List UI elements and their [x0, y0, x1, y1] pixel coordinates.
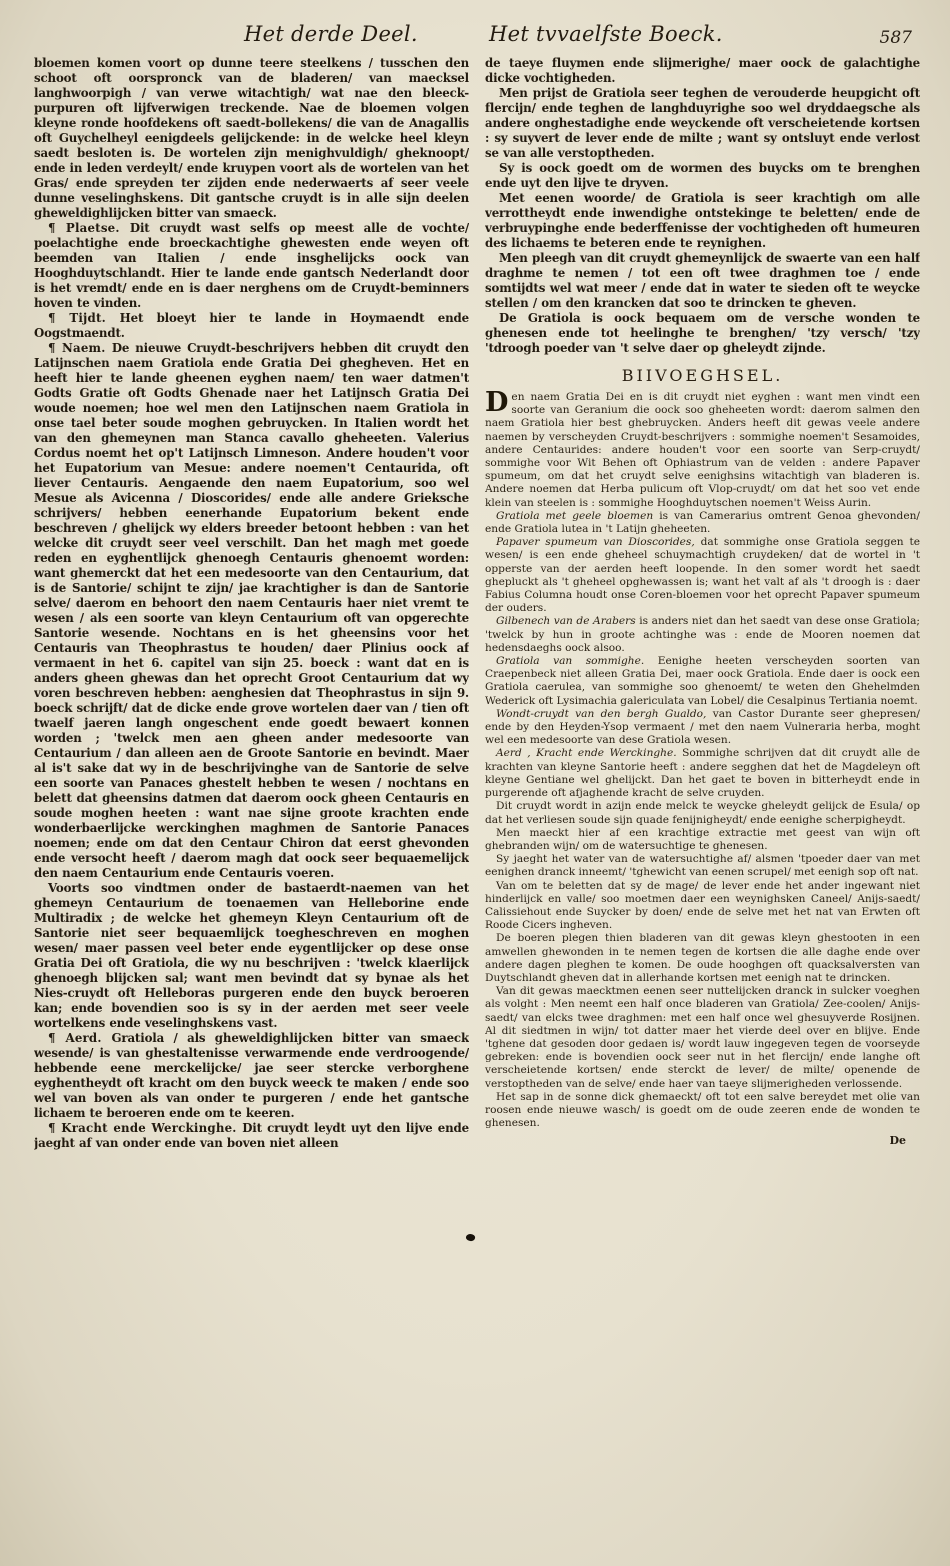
page-number: 587 — [879, 28, 912, 48]
paragraph: Dit cruydt wordt in azijn ende melck te weycke gheleydt gelijck de Esula/ op dat het verliesen soude sijn quade fenijnigheydt/ ende eenighe scherpigheydt. — [485, 800, 920, 826]
paragraph: De boeren plegen thien bladeren van dit gewas kleyn ghestooten in een amwellen ghewonden in te nemen tegen de kortsen die alle daghe ende over andere dagen pleghen te komen. De oude hooghgen oft quacksalversten van Duytschlandt gheven dat in allerhande kortsen met eenigh nat te drincken. — [485, 932, 920, 984]
paragraph: ¶ Tijdt. Het bloeyt hier te lande in Hoymaendt ende Oogstmaendt. — [34, 311, 469, 340]
paragraph-lead: Gratiola met geele bloemen — [496, 509, 660, 522]
paragraph-lead: ¶ Tijdt. — [48, 311, 120, 325]
appendix-section — [485, 387, 920, 1130]
paragraph: de taeye fluymen ende slijmerighe/ maer oock de galachtighe dicke vochtigheden. — [485, 56, 920, 85]
paragraph-lead: ¶ Plaetse. — [48, 221, 130, 235]
text-columns — [34, 56, 920, 1544]
paragraph: ¶ Plaetse. Dit cruydt wast selfs op meest alle de vochte/ poelachtighe ende broeckachtighe ghewesten ende weyen oft beemden van Italien / ende insghelijcks oock van Hooghduytschlandt. Hier te lande ende gantsch Nederlandt door is het vremdt/ ende en is daer nerghens om de Cruydt-beminners hoven te vinden. — [34, 221, 469, 310]
paragraph: Het sap in de sonne dick ghemaeckt/ oft tot een salve bereydet met olie van roosen ende nieuwe wasch/ is goedt om de oude zeeren ende de wonden te ghenesen. — [485, 1090, 920, 1130]
paragraph: Met eenen woorde/ de Gratiola is seer krachtigh om alle verrottheydt ende inwendighe ontstekinge te beletten/ ende de verbruypinghe ende bederffenisse der vochtigheden oft humeuren des lichaems te beteren ende te reynighen. — [485, 191, 920, 250]
page-header — [34, 22, 920, 56]
paragraph-lead: Gratiola van sommighe. — [496, 655, 658, 668]
paragraph-lead: Aerd , Kracht ende Werckinghe. — [496, 747, 683, 760]
paragraph: ¶ Kracht ende Werckinghe. Dit cruydt leydt uyt den lijve ende jaeght af van onder ende van boven niet alleen — [34, 1121, 469, 1150]
paragraph: Van om te beletten dat sy de mage/ de lever ende het ander ingewant niet hinderlijck en valle/ soo moetmen daer een weynighsken Caneel/ Anijs-saedt/ Calissiehout ende Suycker by doen/ ende de selve met het nat van Erwten oft Roode Cicers ingheven. — [485, 879, 920, 932]
right-column — [485, 56, 920, 1544]
paragraph: De Gratiola is oock bequaem om de versche wonden te ghenesen ende tot heelinghe te brenghen/ 'tzy versch/ 'tzy 'tdroogh poeder van 't selve daer op gheleydt zijnde. — [485, 311, 920, 355]
paragraph-lead: Gilbenech van de Arabers — [496, 615, 640, 628]
left-column — [34, 56, 469, 1544]
paragraph: Men prijst de Gratiola seer teghen de verouderde heupgicht oft flercijn/ ende teghen de langhduyrighe soo wel dryddaegsche als andere onghestadighe ende weyckende oft verscheietende kortsen : sy suyvert de lever ende de milte ; want sy ontsluyt ende verlost se van alle verstoptheden. — [485, 86, 920, 160]
drop-cap: D — [485, 387, 509, 418]
paragraph: ¶ Naem. De nieuwe Cruydt-beschrijvers hebben dit cruydt den Latijnschen naem Gratiola ende Gratia Dei ghegheven. Het en heeft hier te lande gheenen eyghen naem/ ten waer datmen't Godts Gratie oft Godts Ghenade naer het Latijnsch Gratia Dei woude noemen; hoe wel men den Latijnschen naem Gratiola in onse tael beter soude moghen gebruycken. In Italien wordt het van den ghemeynen man Stanca cavallo gheheeten. Valerius Cordus noemt het op't Latijnsch Limneson. Andere houden't voor het Eupatorium van Mesue: andere noemen't Centaurida, oft liever Centauris. Aengaende den naem Eupatorium, soo wel Mesue als Avicenna / Dioscorides/ ende alle andere Grieksche schrijvers/ hebben eenerhande Eupatorium bekent ende beschreven / ghelijck wy elders breeder betoont hebben : van het welcke dit cruydt seer veel verschilt. Dan het magh met goede reden en eyghentlijck ghenoegh Centauris ghenoemt worden: want ghemerckt dat het een medesoorte van den Centaurium, dat is de Santorie/ schijnt te zijn/ jae krachtigher is dan de Santorie selve/ daerom en behoort den naem Centauris haer niet vremt te wesen / als een soorte van kleyn Centaurium oft van opgerechte Santorie wesende. Nochtans en is het gheensins voor het Centauris van Theophrastus te houden/ daer Plinius oock af vermaent in het 6. capitel van sijn 25. boeck : want dat en is anders gheen ghewas dan het oprecht Groot Centaurium dat wy voren beschreven hebben: aenghesien dat Theophrastus in sijn 9. boeck schrijft/ dat de dicke ende grove wortelen daer van / tien oft twaelf jaeren langh ongeschent ende goedt bewaert konnen worden ; 'twelck men aen gheen ander medesoorte van Centaurium / dan alleen aen de Groote Santorie en bevindt. Maer al is't sake dat wy in de beschrijvinghe van de Santorie de selve een soorte van Panaces ghestelt hebben te wesen / nochtans en belett dat gheensins datmen dat daerom oock gheen Centauris en soude moghen heeten : want nae sijne groote krachten ende wonderbaerlijcke werckinghen maghmen de Santorie Panaces noemen; ende om dat den Centaur Chiron dat eerst ghevonden ende versocht heeft / daerom magh dat oock seer bequaemelijck den naem Centaurium ende Centauris voeren. — [34, 341, 469, 880]
paragraph: Gilbenech van de Arabers is anders niet dan het saedt van dese onse Gratiola; 'twelck by hun in groote achtinghe was : ende de Mooren noemen dat hedensdaeghs oock alsoo. — [485, 615, 920, 654]
paragraph: Voorts soo vindtmen onder de bastaerdt-naemen van het ghemeyn Centaurium de toenaemen van Helleborine ende Multiradix ; de welcke het ghemeyn Kleyn Centaurium oft de Santorie niet seer bequaemlijck toegheschreven en moghen wesen/ maer passen veel beter ende eygentlijcker op dese onse Gratia Dei oft Gratiola, die wy nu beschrijven : 'twelck klaerlijck ghenoegh blijcken sal; want men bevindt dat sy bynae als het Nies-cruydt oft Helleboras purgeren ende den buyck beroeren kan; ende bovendien soo is sy in der aerden met seer veele wortelkens ende veselinghskens vast. — [34, 881, 469, 1030]
paragraph-lead: ¶ Naem. — [48, 341, 112, 355]
paragraph: Men maeckt hier af een krachtige extractie met geest van wijn oft ghebranden wijn/ om de watersuchtige te ghenesen. — [485, 826, 920, 852]
running-title-right: Het tvvaelfste Boeck. — [489, 22, 723, 46]
paragraph: Van dit gewas maecktmen eenen seer nuttelijcken dranck in sulcker voeghen als volght : Men neemt een half once bladeren van Gratiola/ Zee-coolen/ Anijs-saedt/ van elcks twee draghmen: met een half once wel ghesuyverde Rosijnen. Al dit siedtmen in wijn/ tot datter maer het vierde deel over en blijve. Ende 'tghene dat gesoden door gedaen is/ wordt lauw ingegeven tegen de voorseyde gebreken: ende is bovendien oock seer nut in het flercijn/ ende langhe oft verscheietende kortsen/ ende sterckt de lever/ de milte/ openende de verstoptheden van de selve/ ende haer van taeye slijmerigheden verlossende. — [485, 985, 920, 1090]
paragraph: Aerd , Kracht ende Werckinghe. Sommighe schrijven dat dit cruydt alle de krachten van kleyne Santorie heeft : andere segghen dat het de Magdeleyn oft kleyne Gentiane wel ghelijckt. Dan het gaet te boven in bitterheydt ende in purgerende oft afjaghende kracht de selve cruyden. — [485, 747, 920, 800]
paragraph: ¶ Aerd. Gratiola / als gheweldighlijcken bitter van smaeck wesende/ is van ghestaltenisse verwarmende ende verdroogende/ hebbende eene merckelijcke/ jae seer stercke verborghene eyghentheydt oft kracht om den buyck weeck te maken / ende soo wel van boven als van onder te purgeren / ende het gantsche lichaem te beroeren ende om te keeren. — [34, 1031, 469, 1120]
paragraph: Men pleegh van dit cruydt ghemeynlijck de swaerte van een half draghme te nemen / tot een oft twee draghmen toe / ende somtijdts wel wat meer / ende dat in water te sieden oft te weycke stellen / om den krancken dat soo te drincken te gheven. — [485, 251, 920, 310]
paragraph: Sy is oock goedt om de wormen des buycks om te brenghen ende uyt den lijve te dryven. — [485, 161, 920, 190]
paragraph: bloemen komen voort op dunne teere steelkens / tusschen den schoot oft oorspronck van de bladeren/ van maecksel langhwoorpigh / van verwe witachtigh/ wat nae den bleeck-purpuren oft lijfverwigen treckende. Nae de bloemen volgen kleyne ronde hoofdekens oft saedt-bollekens/ die van de Anagallis oft Guychelheyl eenigdeels gelijckende: in de welcke heel kleyn saedt besloten is. De wortelen zijn menighvuldigh/ gheknoopt/ ende in leden verdeylt/ ende kruypen voort als de wortelen van het Gras/ ende spreyden ter zijden ende nederwaerts af seer veele dunne veselinghskens. Dit gantsche cruydt is in alle sijn deelen gheweldighlijcken bitter van smaeck. — [34, 56, 469, 220]
catchword: De — [889, 1134, 906, 1148]
right-column-top — [485, 56, 920, 356]
paragraph-lead: ¶ Kracht ende Werckinghe. — [48, 1121, 243, 1135]
appendix-heading: BIIVOEGHSEL. — [621, 366, 784, 385]
paragraph: Sy jaeght het water van de watersuchtighe af/ alsmen 'tpoeder daer van met eenighen dranck inneemt/ 'tghewicht van eenen scrupel/ met eenigh sop oft nat. — [485, 853, 920, 879]
paragraph: Den naem Gratia Dei en is dit cruydt niet eyghen : want men vindt een soorte van Geranium die oock soo gheheeten wordt: daerom salmen den naem Gratiola hier best ghebruycken. Anders heeft dit gewas veele andere naemen by verscheyden Cruydt-beschrijvers : sommighe noemen't Sesamoides, andere Centaurides: andere houden't voor een soorte van Serp-cruydt/ sommighe voor Wit Behen oft Ophiastrum van de velden : andere Papaver spumeum, om dat het cruydt selve eenighsins witachtigh van bladeren is. Andere noemen dat Herba pulicum oft Vlop-cruydt/ om dat het soo vet ende klein van steelen is : sommighe Hooghduytschen noemen't Weiss Aurin. — [485, 387, 920, 509]
paragraph: Papaver spumeum van Dioscorides, dat sommighe onse Gratiola seggen te wesen/ is een ende gheheel schuymachtigh cruydeken/ dat de wortel in 't opperste van der aerden heeft loopende. In den somer wordt het saedt ghepluckt als 't gheheel opghewassen is; want het valt af als 't droogh is : daer Fabius Columna houdt onse Coren-bloemen voor het oprecht Papaver spumeum der ouders. — [485, 536, 920, 615]
paragraph-lead: Papaver spumeum van Dioscorides, — [496, 536, 701, 549]
paragraph: Wondt-cruydt van den bergh Gualdo, van Castor Durante seer ghepresen/ ende by den Heyden-Ysop vermaent / met den naem Vulneraria herba, moght wel een medesoorte van dese Gratiola wesen. — [485, 707, 920, 747]
paragraph: Gratiola van sommighe. Eenighe heeten verscheyden soorten van Craepenbeck niet alleen Gratia Dei, maer oock Gratiola. Ende daer is oock een Gratiola caerulea, van sommighe soo ghenoemt/ te weten den Ghehelmden Wederick oft Lysimachia galericulata van Lobel/ die Cesalpinus Tertiania noemt. — [485, 655, 920, 707]
paragraph-lead: Wondt-cruydt van den bergh Gualdo, — [496, 707, 713, 720]
running-title-left: Het derde Deel. — [244, 22, 418, 46]
paragraph-lead: ¶ Aerd. — [48, 1031, 112, 1045]
paragraph: Gratiola met geele bloemen is van Camerarius omtrent Genoa ghevonden/ ende Gratiola lutea in 't Latijn gheheeten. — [485, 509, 920, 536]
